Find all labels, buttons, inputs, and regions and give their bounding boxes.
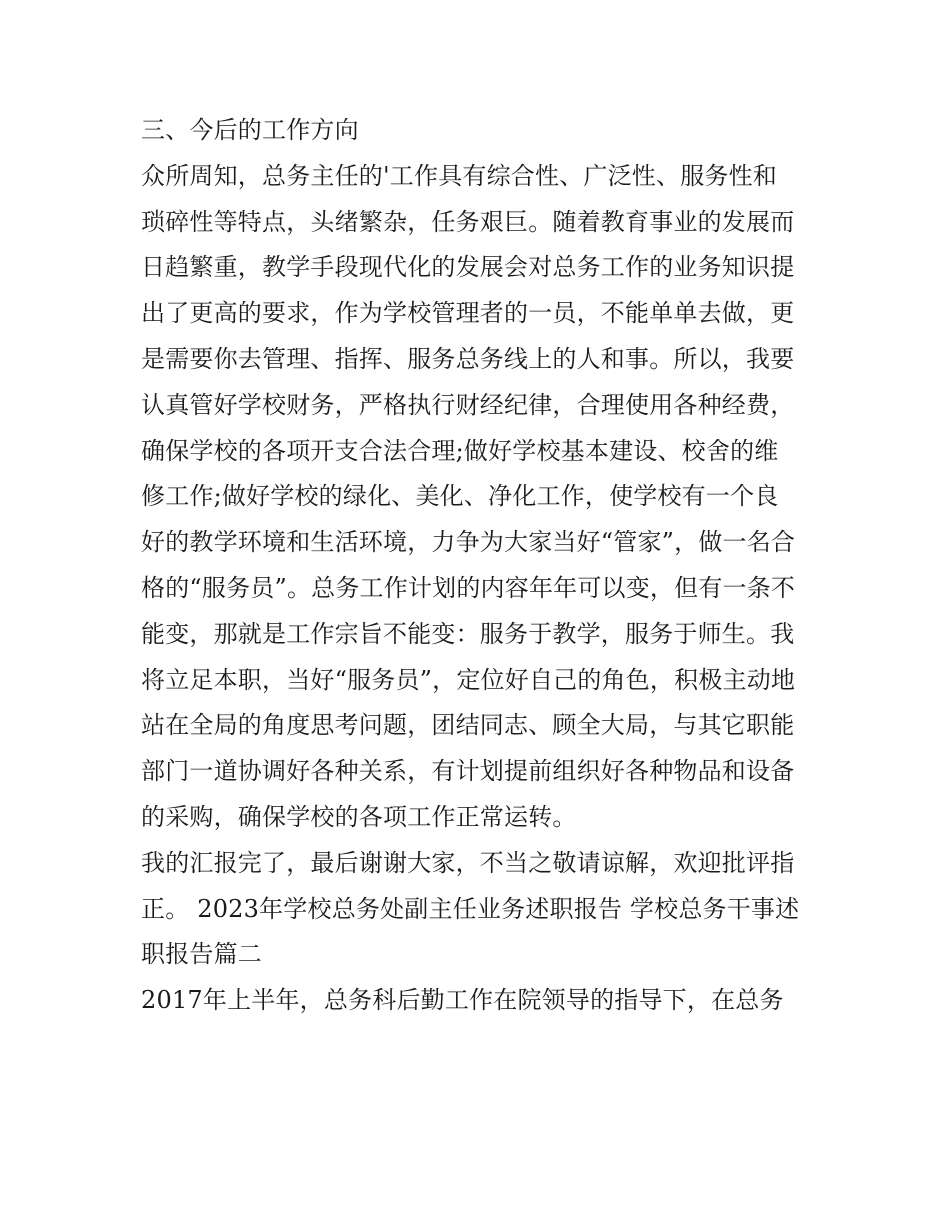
document-body [141,108,821,1024]
paragraph-line: 职报告篇二 [141,940,262,969]
paragraph-line: 众所周知，总务主任的'工作具有综合性、广泛性、服务性和 [141,161,777,190]
paragraph-line: 能变，那就是工作宗旨不能变：服务于教学，服务于师生。我 [141,619,795,648]
paragraph-line: 2017年上半年，总务科后勤工作在院领导的指导下，在总务 [141,986,784,1015]
paragraph-line: 日趋繁重，教学手段现代化的发展会对总务工作的业务知识提 [141,253,795,282]
paragraph-line: 我的汇报完了，最后谢谢大家，不当之敬请谅解，欢迎批评指 [141,848,795,877]
paragraph-line: 是需要你去管理、指挥、服务总务线上的人和事。所以，我要 [141,344,795,373]
paragraph-line: 格的“服务员”。总务工作计划的内容年年可以变，但有一条不 [141,573,796,602]
paragraph-line: 部门一道协调好各种关系，有计划提前组织好各种物品和设备 [141,757,795,786]
paragraph-line: 认真管好学校财务，严格执行财经纪律，合理使用各种经费， [141,390,795,419]
paragraph-line: 琐碎性等特点，头绪繁杂，任务艰巨。随着教育事业的发展而 [141,207,795,236]
paragraph-line: 的采购，确保学校的各项工作正常运转。 [141,802,577,831]
paragraph-line: 正。 2023年学校总务处副主任业务述职报告 学校总务干事述 [141,894,800,923]
paragraph-line: 修工作;做好学校的绿化、美化、净化工作，使学校有一个良 [141,482,779,511]
paragraph-line: 将立足本职，当好“服务员”，定位好自己的角色，积极主动地 [141,665,796,694]
paragraph-line: 出了更高的要求，作为学校管理者的一员，不能单单去做，更 [141,299,795,328]
paragraph-line: 确保学校的各项开支合法合理;做好学校基本建设、校舍的维 [141,436,779,465]
paragraph-line: 好的教学环境和生活环境，力争为大家当好“管家”，做一名合 [141,528,796,557]
section-heading: 三、今后的工作方向 [141,116,359,144]
paragraph-line: 站在全局的角度思考问题，团结同志、顾全大局，与其它职能 [141,711,795,740]
